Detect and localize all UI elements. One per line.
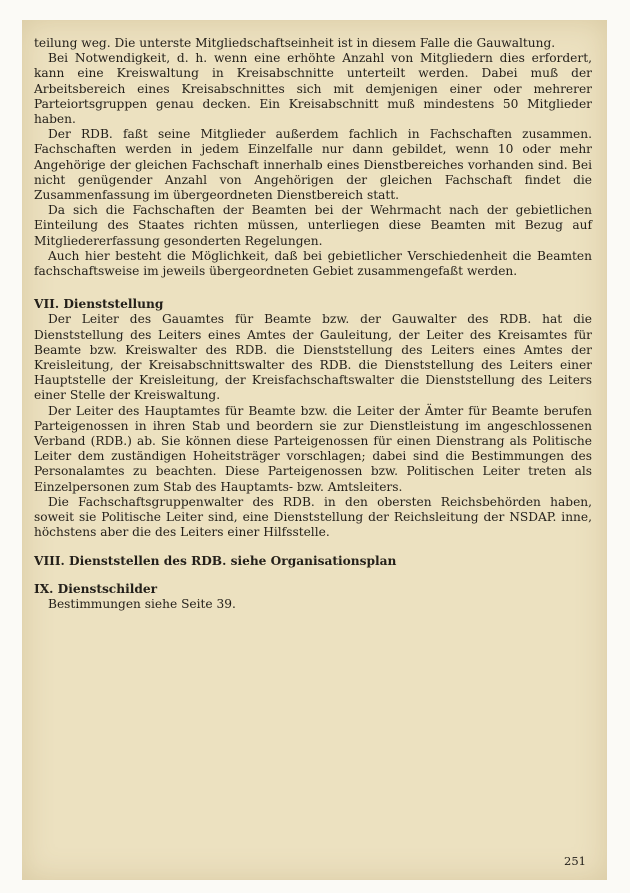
paragraph-continuation: teilung weg. Die unterste Mitgliedschaftseinheit ist in diesem Falle die Gauwaltung. — [34, 36, 556, 50]
page-number: 251 — [564, 854, 586, 868]
section-dienststellen — [34, 554, 592, 569]
section-heading-vii: VII. Dienststellung — [34, 297, 164, 312]
page-text — [34, 36, 592, 612]
paragraph-gebietlich: Auch hier besteht die Möglichkeit, daß bei gebietlicher Verschiedenheit die Beamten fachschaftsweise im jeweils übergeordneten Gebiet zusammengefaßt werden. — [34, 248, 592, 279]
paragraph-gauamt: Der Leiter des Gauamtes für Beamte bzw. der Gauwalter des RDB. hat die Dienststellung des Leiters eines Amtes der Gauleitung, der Leiter des Kreisamtes für Beamte bzw. Kreiswalter des RDB. die Dienststellung des Leiters eines Amtes der Kreisleitung, der Kreisabschnittswalter des RDB. die Dienststellung des Leiters einer Hauptstelle der Kreisleitung, der Kreisfachschaftswalter die Dienststellung des Leiters einer Stelle der Kreiswaltung. — [34, 312, 592, 403]
section-dienstschilder — [34, 582, 592, 612]
paragraph-wehrmacht: Da sich die Fachschaften der Beamten bei der Wehrmacht nach der gebietlichen Einteilung des Staates richten müssen, unterliegen diese Beamten mit Bezug auf Mitgliedererfassung gesonderten Regelungen. — [34, 203, 592, 248]
section-heading-ix: IX. Dienstschilder — [34, 581, 158, 596]
paragraph-fachschaften: Der RDB. faßt seine Mitglieder außerdem fachlich in Fachschaften zusammen. Fachschaften werden in jedem Einzelfalle nur dann gebildet, wenn 10 oder mehr Angehörige der gleichen Fachschaft innerhalb eines Dienstbereiches vorhanden sind. Bei nicht genügender Anzahl von Angehörigen der gleichen Fachschaft findet die Zusammenfassung im übergeordneten Dienstbereich statt. — [34, 127, 592, 203]
paragraph-bestimmungen: Bestimmungen siehe Seite 39. — [48, 596, 236, 611]
paragraph-kreisabschnitte: Bei Notwendigkeit, d. h. wenn eine erhöhte Anzahl von Mitgliedern dies erfordert, kann eine Kreiswaltung in Kreisabschnitte unterteilt werden. Dabei muß der Arbeitsbereich eines Kreisabschnittes sich mit demjenigen einer oder mehrerer Parteiortsgruppen genau decken. Ein Kreisabschnitt muß mindestens 50 Mitglieder haben. — [34, 51, 592, 127]
section-heading-viii: VIII. Dienststellen des RDB. siehe Organisationsplan — [34, 553, 397, 568]
paragraph-hauptamt: Der Leiter des Hauptamtes für Beamte bzw. die Leiter der Ämter für Beamte berufen Parteigenossen in ihren Stab und beordern sie zur Dienstleistung im angeschlossenen Verband (RDB.) ab. Sie können diese Parteigenossen für einen Dienstrang als Politische Leiter dem zuständigen Hoheitsträger vorschlagen; dabei sind die Bestimmungen des Personalamtes zu beachten. Diese Parteigenossen bzw. Politischen Leiter treten als Einzelpersonen zum Stab des Hauptamts- bzw. Amtsleiters. — [34, 403, 592, 494]
paragraph-fachschaftsgruppenwalter: Die Fachschaftsgruppenwalter des RDB. in den obersten Reichsbehörden haben, soweit sie Politische Leiter sind, eine Dienststellung der Reichsleitung der NSDAP. inne, höchstens aber die des Leiters einer Hilfsstelle. — [34, 494, 592, 540]
section-dienststellung — [34, 297, 592, 540]
